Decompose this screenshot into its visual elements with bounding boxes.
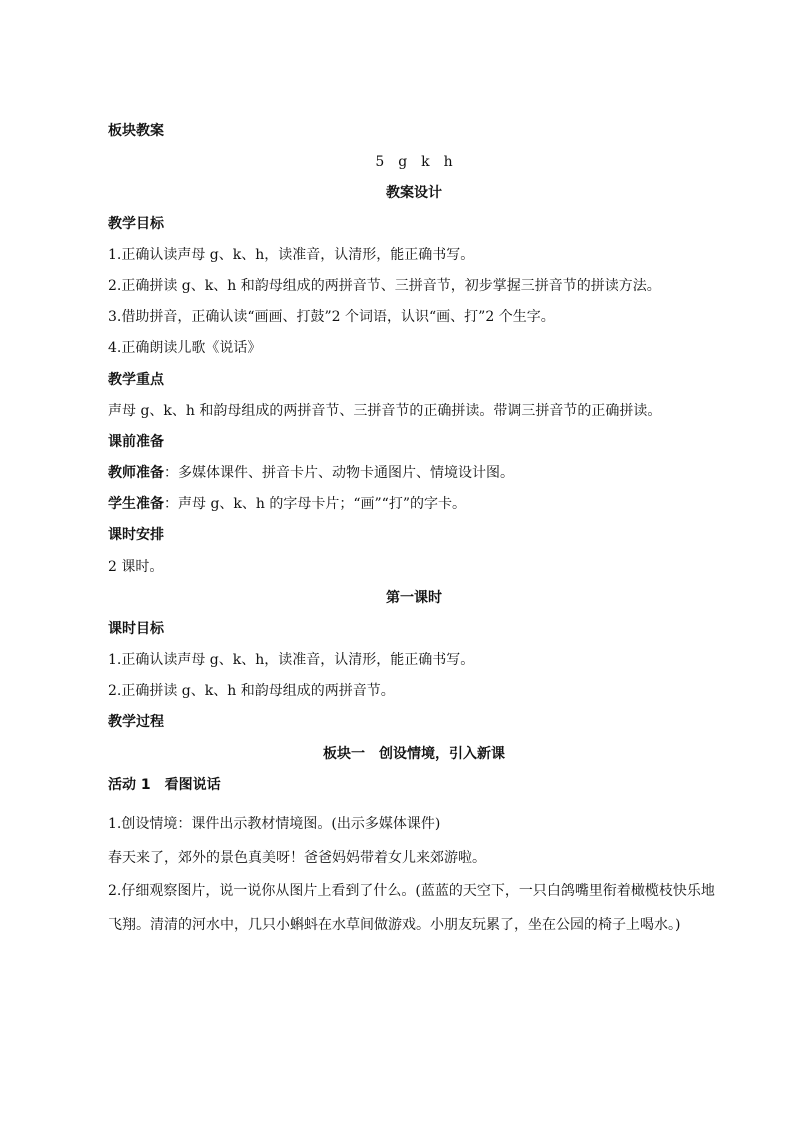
goal-item: 3.借助拼音，正确认读“画画、打鼓”2 个词语，认识“画、打”2 个生字。 xyxy=(108,309,555,325)
design-heading: 教案设计 xyxy=(386,185,442,201)
student-prep-text: ：声母 g、k、h 的字母卡片；“画”“打”的字卡。 xyxy=(164,496,466,512)
activity-heading: 活动 1 看图说话 xyxy=(108,777,221,793)
lesson-goals-heading: 课时目标 xyxy=(108,621,164,637)
first-lesson-heading: 第一课时 xyxy=(386,590,442,606)
teacher-prep xyxy=(108,463,720,483)
step-item: 春天来了，郊外的景色真美呀！爸爸妈妈带着女儿来郊游啦。 xyxy=(108,850,486,866)
goal-item: 2.正确拼读 g、k、h 和韵母组成的两拼音节、三拼音节，初步掌握三拼音节的拼读方法。 xyxy=(108,278,661,294)
student-prep-label: 学生准备 xyxy=(108,496,164,512)
teacher-prep-label: 教师准备 xyxy=(108,465,164,481)
schedule-heading: 课时安排 xyxy=(108,527,164,543)
student-prep xyxy=(108,494,720,514)
goal-item: 4.正确朗读儿歌《说话》 xyxy=(108,340,262,356)
goal-item: 1.正确认读声母 g、k、h，读准音，认清形，能正确书写。 xyxy=(108,247,475,263)
key-text: 声母 g、k、h 和韵母组成的两拼音节、三拼音节的正确拼读。带调三拼音节的正确拼读。 xyxy=(108,403,662,419)
header-label: 板块教案 xyxy=(108,123,164,139)
goals-heading: 教学目标 xyxy=(108,216,164,232)
teacher-prep-text: ：多媒体课件、拼音卡片、动物卡通图片、情境设计图。 xyxy=(164,465,514,481)
block-heading: 板块一 创设情境，引入新课 xyxy=(323,746,505,762)
process-heading: 教学过程 xyxy=(108,714,164,730)
schedule-text: 2 课时。 xyxy=(108,559,164,575)
step-item: 1.创设情境：课件出示教材情境图。(出示多媒体课件) xyxy=(108,816,441,832)
step-item: 2.仔细观察图片，说一说你从图片上看到了什么。(蓝蓝的天空下，一只白鸽嘴里衔着橄榄枝快乐地飞翔。清清的河水中，几只小蝌蚪在水草间做游戏。小朋友玩累了，坐在公园的椅子上喝水。) xyxy=(108,883,715,933)
prep-heading: 课前准备 xyxy=(108,434,164,450)
key-heading: 教学重点 xyxy=(108,372,164,388)
lesson-goal-item: 1.正确认读声母 g、k、h，读准音，认清形，能正确书写。 xyxy=(108,652,475,668)
lesson-title: 5 g k h xyxy=(375,154,453,170)
lesson-goal-item: 2.正确拼读 g、k、h 和韵母组成的两拼音节。 xyxy=(108,683,395,699)
